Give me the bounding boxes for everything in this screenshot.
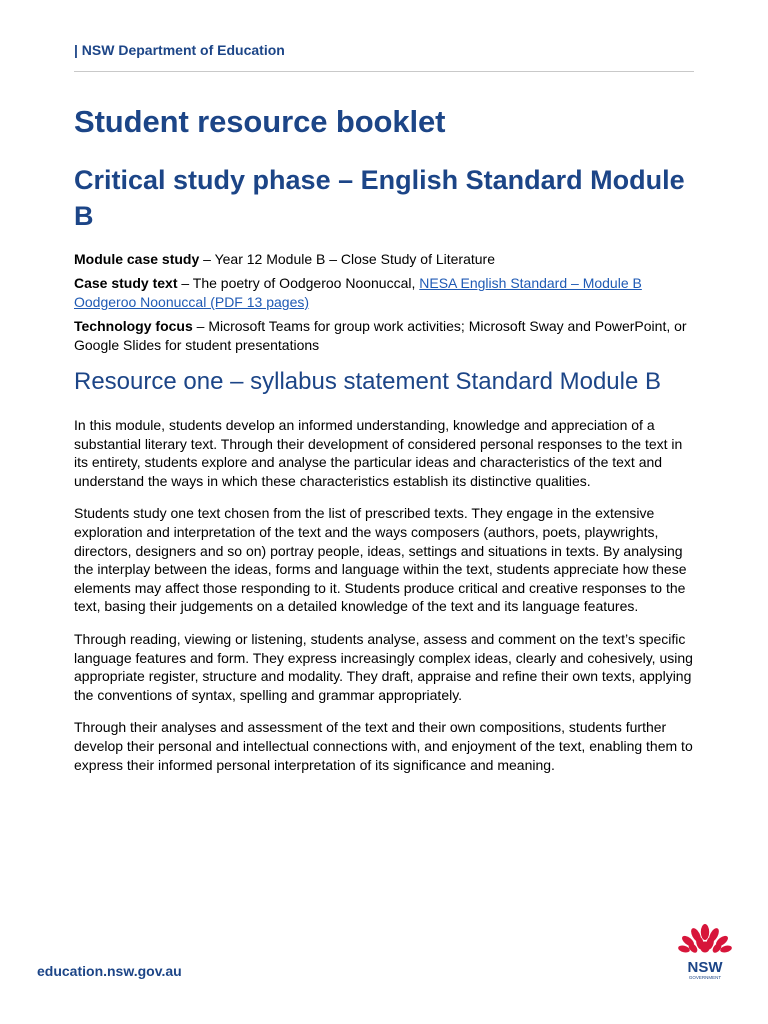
header-divider [74,71,694,72]
module-case-study-text: – Year 12 Module B – Close Study of Literature [199,251,496,267]
logo-subtext: GOVERNMENT [688,975,722,980]
logo-wordmark: NSW [687,959,723,976]
case-study-text-line [74,274,698,312]
case-study-text-value: – The poetry of Oodgeroo Noonuccal, [177,275,420,291]
section-heading: Resource one – syllabus statement Standard Module B [74,368,662,395]
technology-focus-line [74,317,698,355]
document-title: Student resource booklet [74,104,446,139]
body-paragraph: Students study one text chosen from the list of prescribed texts. They engage in the extensive exploration and interpretation of the text and the ways composers (authors, poets, playwrights, directors, designers and so on) portray people, ideas, settings and situations in texts. By analysing the interplay between the ideas, forms and language within the text, students appreciate how these elements may affect those responding to it. Students produce critical and creative responses to the text, basing their judgements on a detailed knowledge of the text and its language features. [74,505,687,615]
header-org: | NSW Department of Education [74,42,285,58]
case-study-text-label: Case study text [74,275,178,291]
module-meta [74,250,698,355]
section-body [74,416,698,774]
technology-focus-label: Technology focus [74,318,193,334]
footer-url: education.nsw.gov.au [37,963,182,979]
module-case-study-line [74,250,698,269]
waratah-icon [674,922,736,984]
body-paragraph: In this module, students develop an informed understanding, knowledge and appreciation of a substantial literary text. Through their development of considered personal responses to the text in its entirety, students explore and analyse the particular ideas and characteristics of the text and understand the ways in which these characteristics establish its distinctive qualities. [74,417,683,489]
document-subtitle: Critical study phase – English Standard Module B [74,165,685,231]
nesa-pdf-link[interactable]: NESA English Standard – Module B Oodgeroo Noonuccal (PDF 13 pages) [74,275,642,310]
body-paragraph: Through reading, viewing or listening, students analyse, assess and comment on the text’s specific language features and form. They express increasingly complex ideas, clearly and cohesively, using appropriate register, structure and modality. They draft, appraise and refine their own texts, applying the conventions of syntax, spelling and grammar appropriately. [74,630,693,703]
nsw-government-logo [674,922,736,984]
technology-focus-text: – Microsoft Teams for group work activities; Microsoft Sway and PowerPoint, or Google Slides for student presentations [74,318,687,353]
page-content [74,100,698,788]
module-case-study-label: Module case study [74,251,200,267]
body-paragraph: Through their analyses and assessment of the text and their own compositions, students further develop their personal and intellectual connections with, and enjoyment of the text, enabling them to express their informed personal interpretation of its significance and meaning. [74,719,693,773]
